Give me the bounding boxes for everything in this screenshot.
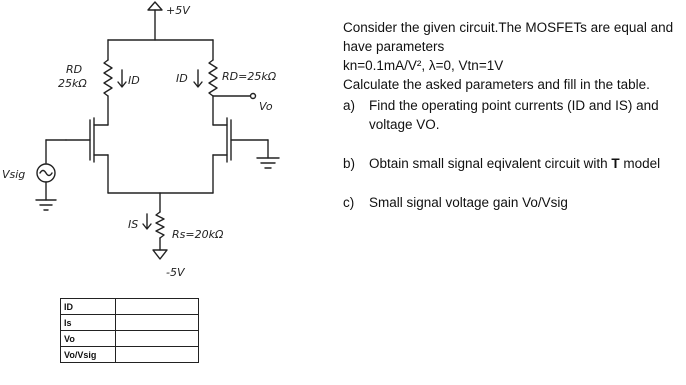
question-marker: a)	[343, 98, 356, 113]
question-text: Obtain small signal eqivalent circuit with T model	[369, 156, 661, 171]
table-row	[61, 331, 199, 347]
table-row	[61, 299, 199, 315]
vo-terminal	[251, 94, 256, 99]
supply-bottom-arrow	[153, 250, 167, 259]
vsig-label: Vsig	[2, 168, 26, 181]
problem-statement	[343, 18, 679, 212]
question-text: Small signal voltage gain Vo/Vsig	[369, 195, 568, 210]
t-model-emphasis: T	[611, 156, 620, 171]
value-cell[interactable]	[116, 347, 199, 363]
rd-left-value: 25kΩ	[58, 77, 87, 90]
table-row	[61, 347, 199, 363]
is-label: IS	[128, 218, 139, 231]
id-left-label: ID	[128, 74, 140, 87]
value-cell[interactable]	[116, 331, 199, 347]
value-cell[interactable]	[116, 315, 199, 331]
intro-text: Consider the given circuit.The MOSFETs are equal and have parameters	[343, 20, 674, 54]
supply-bottom-label: -5V	[166, 266, 185, 279]
question-b	[343, 154, 679, 173]
row-label: Vo/Vsig	[61, 347, 116, 363]
row-label: ID	[61, 299, 116, 315]
row-label: Is	[61, 315, 116, 331]
value-cell[interactable]	[116, 299, 199, 315]
mosfet-left	[66, 118, 108, 162]
question-marker: b)	[343, 156, 356, 171]
rs-label: Rs=20kΩ	[172, 228, 224, 241]
parameters-text: kn=0.1mA/V², λ=0, Vtn=1V	[343, 58, 504, 73]
question-c	[343, 193, 679, 212]
supply-top-arrow	[148, 2, 162, 10]
id-right-label: ID	[176, 72, 188, 85]
row-label: Vo	[61, 331, 116, 347]
rd-right-label: RD=25kΩ	[222, 70, 277, 83]
question-marker: c)	[343, 195, 355, 210]
table-row	[61, 315, 199, 331]
rs-resistor	[156, 212, 164, 238]
rd-left-name: RD	[66, 63, 83, 76]
vo-label: Vo	[259, 100, 273, 113]
circuit-diagram	[0, 0, 330, 290]
parameter-table	[60, 298, 199, 363]
rd-left-resistor	[104, 60, 112, 96]
question-text: Find the operating point currents (ID and IS) and voltage VO.	[369, 98, 659, 132]
mosfet-right	[213, 118, 279, 168]
instruction-text: Calculate the asked parameters and fill in the table.	[343, 77, 650, 92]
rd-right-resistor	[209, 60, 217, 96]
supply-top-label: +5V	[166, 4, 190, 17]
question-a	[343, 96, 679, 134]
